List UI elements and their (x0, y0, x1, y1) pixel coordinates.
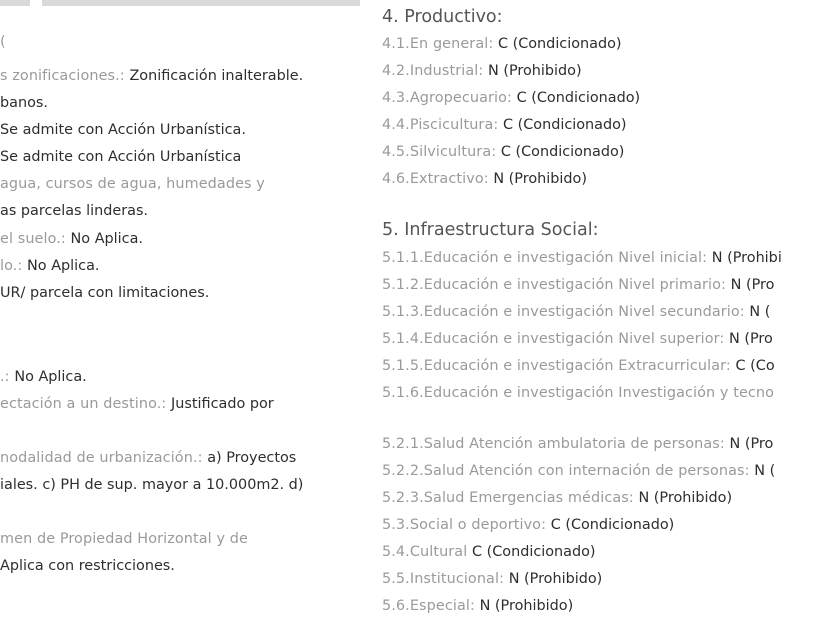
use-row: 5.1.6.Educación e investigación Investigación y tecno (382, 385, 775, 401)
use-row: 5.1.3.Educación e investigación Nivel secundario: N ( (382, 304, 771, 320)
left-line: men de Propiedad Horizontal y de (0, 531, 248, 547)
section-heading-productivo: 4. Productivo: (382, 7, 503, 27)
right-column (382, 0, 840, 630)
left-line: agua, cursos de agua, humedades y (0, 176, 265, 192)
use-row: 4.3.Agropecuario: C (Condicionado) (382, 90, 641, 106)
use-row: 4.4.Piscicultura: C (Condicionado) (382, 117, 627, 133)
use-row: 5.2.2.Salud Atención con internación de personas: N ( (382, 463, 776, 479)
use-row: 4.6.Extractivo: N (Prohibido) (382, 171, 587, 187)
use-row: 5.2.3.Salud Emergencias médicas: N (Prohibido) (382, 490, 733, 506)
use-row: 4.2.Industrial: N (Prohibido) (382, 63, 582, 79)
left-line: as parcelas linderas. (0, 203, 149, 219)
left-line: banos. (0, 95, 48, 111)
left-line: ectación a un destino.: Justificado por (0, 396, 274, 412)
use-row: 4.5.Silvicultura: C (Condicionado) (382, 144, 625, 160)
use-row: 5.1.2.Educación e investigación Nivel primario: N (Pro (382, 277, 775, 293)
left-line: Aplica con restricciones. (0, 558, 175, 574)
section-heading-infraestructura-social: 5. Infraestructura Social: (382, 220, 599, 240)
left-fragment-mark: ( (0, 34, 6, 50)
left-line: s zonificaciones.: Zonificación inalterable. (0, 68, 304, 84)
use-row: 5.6.Especial: N (Prohibido) (382, 598, 574, 614)
use-row: 5.2.1.Salud Atención ambulatoria de personas: N (Pro (382, 436, 774, 452)
use-row: 5.3.Social o deportivo: C (Condicionado) (382, 517, 675, 533)
use-row: 5.4.Cultural C (Condicionado) (382, 544, 596, 560)
left-line: Se admite con Acción Urbanística. (0, 122, 246, 138)
use-row: 5.1.4.Educación e investigación Nivel superior: N (Pro (382, 331, 773, 347)
left-line: UR/ parcela con limitaciones. (0, 285, 210, 301)
use-row: 5.1.1.Educación e investigación Nivel inicial: N (Prohibi (382, 250, 782, 266)
left-line: el suelo.: No Aplica. (0, 231, 143, 247)
use-row: 5.1.5.Educación e investigación Extracurricular: C (Co (382, 358, 775, 374)
left-line: .: No Aplica. (0, 369, 87, 385)
left-line: iales. c) PH de sup. mayor a 10.000m2. d) (0, 477, 304, 493)
left-line: nodalidad de urbanización.: a) Proyectos (0, 450, 297, 466)
left-line: lo.: No Aplica. (0, 258, 100, 274)
left-line: Se admite con Acción Urbanística (0, 149, 242, 165)
use-row: 5.5.Institucional: N (Prohibido) (382, 571, 603, 587)
left-column (0, 0, 372, 630)
use-row: 4.1.En general: C (Condicionado) (382, 36, 622, 52)
